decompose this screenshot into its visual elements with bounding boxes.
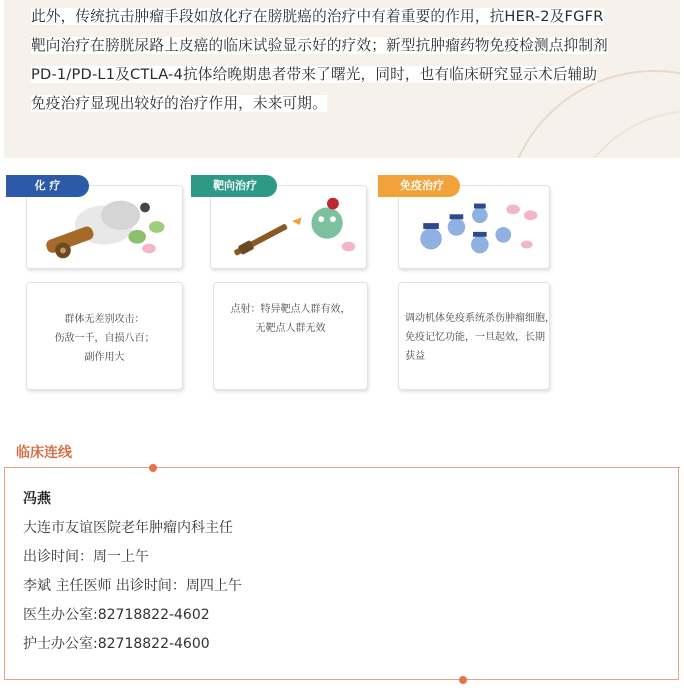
nurse-office-phone: 护士办公室:82718822-4600 xyxy=(23,636,210,652)
cannon-illustration xyxy=(27,186,182,268)
description-line: 伤敌一千，自损八百； xyxy=(54,333,155,344)
doctor-office-phone: 医生办公室:82718822-4602 xyxy=(23,607,210,623)
therapy-description xyxy=(26,282,183,390)
description-line: 无靶点人群无效 xyxy=(255,323,326,334)
description-line: 群体无差别攻击： xyxy=(64,314,145,325)
intro-paragraph xyxy=(31,2,671,118)
therapy-tag: 免疫治疗 xyxy=(378,175,460,197)
description-line: 免疫记忆功能，一旦起效，长期 xyxy=(405,332,545,343)
clinic-details xyxy=(23,488,242,662)
schedule-line: 李斌 主任医师 出诊时间：周四上午 xyxy=(23,578,242,594)
intro-line: 此外，传统抗击肿瘤手段如放化疗在膀胱癌的治疗中有着重要的作用，抗HER-2及FGFR xyxy=(31,8,604,25)
description-line: 副作用大 xyxy=(84,352,125,363)
decorative-dot xyxy=(459,676,467,684)
immune-cells-illustration xyxy=(399,186,549,268)
intro-line: PD-1/PD-L1及CTLA-4抗体给晚期患者带来了曙光，同时，也有临床研究显示术后辅助 xyxy=(31,66,598,83)
divider xyxy=(4,467,152,468)
rifle-illustration xyxy=(211,186,366,268)
doctor-name: 冯燕 xyxy=(23,491,51,507)
divider xyxy=(153,467,680,468)
description-line: 点射：特异靶点人群有效， xyxy=(230,304,351,315)
therapy-tag: 靶向治疗 xyxy=(191,175,277,197)
description-line: 获益 xyxy=(405,351,425,362)
decorative-dot xyxy=(149,464,157,472)
rifle-icon xyxy=(210,185,367,269)
schedule-line: 出诊时间：周一上午 xyxy=(23,549,149,565)
intro-line: 靶向治疗在膀胱尿路上皮癌的临床试验显示好的疗效；新型抗肿瘤药物免疫检测点抑制剂 xyxy=(31,37,608,54)
doctor-title: 大连市友谊医院老年肿瘤内科主任 xyxy=(23,520,233,536)
intro-line: 免疫治疗显现出较好的治疗作用，未来可期。 xyxy=(31,95,327,112)
intro-card xyxy=(4,0,680,158)
therapy-tag: 化 疗 xyxy=(6,175,89,197)
therapy-description xyxy=(213,282,368,390)
therapy-description xyxy=(398,282,555,390)
cannon-icon xyxy=(26,185,183,269)
description-line: 调动机体免疫系统杀伤肿瘤细胞， xyxy=(405,313,555,324)
clinic-heading: 临床连线 xyxy=(16,445,72,461)
immune-cells-icon xyxy=(398,185,550,269)
